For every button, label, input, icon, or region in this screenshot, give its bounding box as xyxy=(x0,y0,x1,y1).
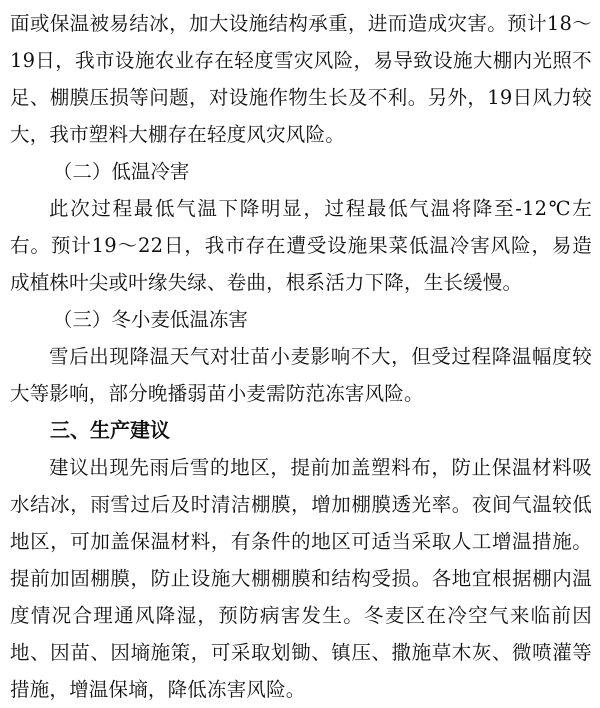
paragraph-production-advice: 建议出现先雨后雪的地区，提前加盖塑料布，防止保温材料吸水结冰，雨雪过后及时清洁棚膜，增加棚膜透光率。夜间气温较低地区，可加盖保温材料，有条件的地区可适当采取人工增温措施。提前加固棚膜，防止设施大棚棚膜和结构受损。各地宜根据棚内温度情况合理通风降湿，预防病害发生。冬麦区在冷空气来临前因地、因苗、因墒施策，可采取划锄、镇压、撒施草木灰、微喷灌等措施，增温保墒，降低冻害风险。 xyxy=(10,456,592,701)
paragraph-low-temperature: 此次过程最低气温下降明显，过程最低气温将降至-12℃左右。预计19～22日，我市存在遭受设施果菜低温冷害风险，易造成植株叶尖或叶缘失绿、卷曲，根系活力下降，生长缓慢。 xyxy=(10,197,592,294)
section-heading-production-advice: 三、生产建议 xyxy=(50,418,170,442)
paragraph-snow-disaster: 面或保温被易结冰，加大设施结构承重，进而造成灾害。预计18～19日，我市设施农业存在轻度雪灾风险，易导致设施大棚内光照不足、棚膜压损等问题，对设施作物生长及不利。另外，19日风力较大，我市塑料大棚存在轻度风灾风险。 xyxy=(10,12,592,146)
subheading-winter-wheat-freeze: （三）冬小麦低温冻害 xyxy=(52,308,248,331)
subheading-low-temperature-chill: （二）低温冷害 xyxy=(52,160,190,183)
paragraph-winter-wheat: 雪后出现降温天气对壮苗小麦影响不大，但受过程降温幅度较大等影响，部分晚播弱苗小麦需防范冻害风险。 xyxy=(10,345,592,405)
